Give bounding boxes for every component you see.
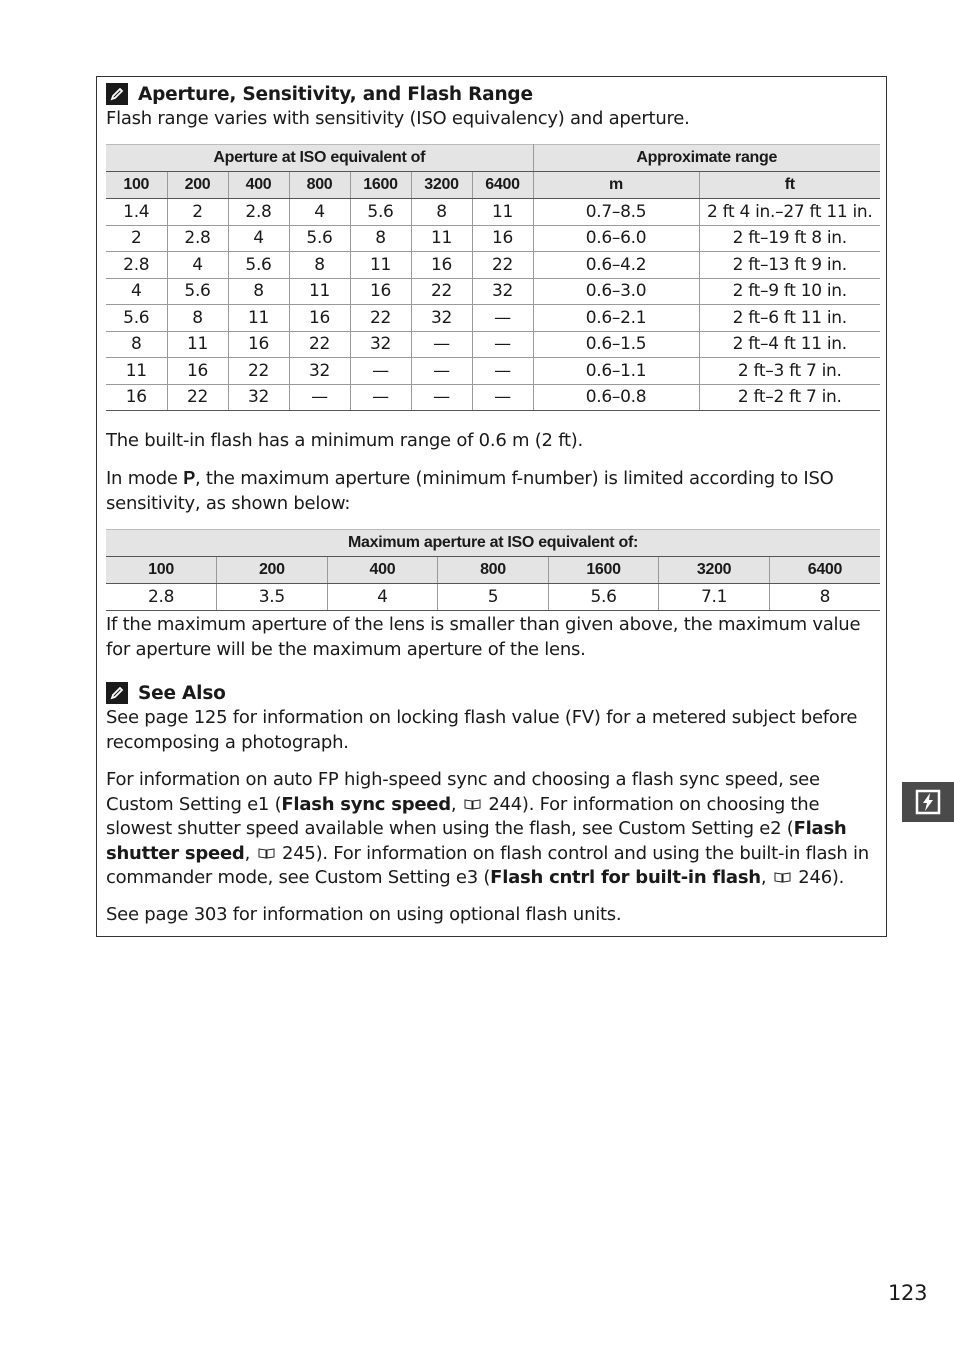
aperture-cell: 5.6 <box>350 199 411 226</box>
max-aperture-table <box>106 529 880 611</box>
table-row <box>106 225 880 252</box>
unit-ft-header: ft <box>699 172 880 199</box>
aperture-cell: 16 <box>167 358 228 385</box>
aperture-cell: 4 <box>228 225 289 252</box>
aperture-cell: 8 <box>289 252 350 279</box>
iso-header: 1600 <box>350 172 411 199</box>
flash-bolt-icon <box>914 788 942 816</box>
note-title: Aperture, Sensitivity, and Flash Range <box>138 83 533 105</box>
iso-header: 800 <box>289 172 350 199</box>
iso-header: 200 <box>167 172 228 199</box>
aperture-cell: — <box>411 358 472 385</box>
aperture-cell: — <box>350 358 411 385</box>
aperture-cell: 32 <box>472 278 533 305</box>
table-row <box>106 358 880 385</box>
aperture-cell: — <box>411 384 472 411</box>
range-ft-cell: 2 ft 4 in.–27 ft 11 in. <box>699 199 880 226</box>
book-reference-icon <box>464 799 481 810</box>
aperture-cell: 32 <box>289 358 350 385</box>
table-row <box>106 584 880 611</box>
page-number: 123 <box>888 1281 928 1305</box>
max-aperture-note: If the maximum aperture of the lens is smaller than given above, the maximum value for aperture will be the maximum aperture of the lens. <box>106 614 861 660</box>
range-m-cell: 0.6–1.1 <box>533 358 699 385</box>
range-ft-cell: 2 ft–13 ft 9 in. <box>699 252 880 279</box>
aperture-cell: 16 <box>289 305 350 332</box>
range-ft-cell: 2 ft–9 ft 10 in. <box>699 278 880 305</box>
aperture-cell: 5.6 <box>106 305 167 332</box>
book-reference-icon <box>258 848 275 859</box>
aperture-cell: 5.6 <box>228 252 289 279</box>
aperture-cell: 22 <box>411 278 472 305</box>
aperture-group-header: Aperture at ISO equivalent of <box>106 145 533 172</box>
mode-p-label: P <box>183 468 195 488</box>
aperture-cell: — <box>472 384 533 411</box>
aperture-cell: 2.8 <box>106 252 167 279</box>
section-tab-flash <box>902 782 954 822</box>
link-flash-shutter-speed: Flash shutter speed <box>106 818 847 864</box>
aperture-cell: 5.6 <box>289 225 350 252</box>
aperture-cell: 16 <box>106 384 167 411</box>
see-also-title: See Also <box>138 682 226 704</box>
note-heading-see-also <box>106 682 226 704</box>
aperture-cell: 8 <box>228 278 289 305</box>
range-ft-cell: 2 ft–2 ft 7 in. <box>699 384 880 411</box>
max-aperture-cell: 4 <box>327 584 438 611</box>
table-row <box>106 278 880 305</box>
range-ft-cell: 2 ft–6 ft 11 in. <box>699 305 880 332</box>
table-row <box>106 331 880 358</box>
aperture-cell: — <box>289 384 350 411</box>
link-flash-cntrl-built-in: Flash cntrl for built-in flash <box>490 867 761 888</box>
aperture-cell: 16 <box>228 331 289 358</box>
pencil-note-icon <box>106 682 128 704</box>
aperture-cell: 2 <box>167 199 228 226</box>
max-aperture-cell: 7.1 <box>659 584 770 611</box>
iso-header: 400 <box>228 172 289 199</box>
aperture-cell: 16 <box>472 225 533 252</box>
aperture-cell: 4 <box>106 278 167 305</box>
range-ft-cell: 2 ft–3 ft 7 in. <box>699 358 880 385</box>
range-m-cell: 0.6–0.8 <box>533 384 699 411</box>
range-m-cell: 0.6–2.1 <box>533 305 699 332</box>
aperture-cell: 22 <box>472 252 533 279</box>
see-also-custom-settings: For information on auto FP high-speed sync and choosing a flash sync speed, see Custom Setting e1 (Flash sync speed, 244). For information on choosing the slowest shutter speed available when using the flash, see Custom Setting e2 (Flash shutter speed, 245). For information on flash control and using the built-in flash in commander mode, see Custom Setting e3 (Flash cntrl for built-in flash, 246). <box>106 769 869 888</box>
iso-header: 3200 <box>659 557 770 584</box>
iso-header: 800 <box>438 557 549 584</box>
aperture-cell: 4 <box>167 252 228 279</box>
max-aperture-cell: 8 <box>769 584 880 611</box>
aperture-cell: 22 <box>350 305 411 332</box>
iso-header: 6400 <box>769 557 880 584</box>
min-range-text: The built-in flash has a minimum range of 0.6 m (2 ft). <box>106 430 584 451</box>
aperture-cell: — <box>472 305 533 332</box>
aperture-cell: 11 <box>350 252 411 279</box>
range-ft-cell: 2 ft–4 ft 11 in. <box>699 331 880 358</box>
flash-range-table <box>106 144 880 411</box>
book-reference-icon <box>774 872 791 883</box>
range-m-cell: 0.6–3.0 <box>533 278 699 305</box>
range-m-cell: 0.6–1.5 <box>533 331 699 358</box>
aperture-cell: 4 <box>289 199 350 226</box>
iso-header: 6400 <box>472 172 533 199</box>
aperture-cell: 32 <box>350 331 411 358</box>
range-m-cell: 0.6–4.2 <box>533 252 699 279</box>
pencil-note-icon <box>106 83 128 105</box>
aperture-cell: 11 <box>289 278 350 305</box>
note-intro: Flash range varies with sensitivity (ISO equivalency) and aperture. <box>106 108 690 129</box>
iso-header: 3200 <box>411 172 472 199</box>
see-also-optional-flash: See page 303 for information on using optional flash units. <box>106 904 622 925</box>
mode-p-text: In mode P, the maximum aperture (minimum f-number) is limited according to ISO sensitivity, as shown below: <box>106 468 834 514</box>
range-m-cell: 0.6–6.0 <box>533 225 699 252</box>
iso-header: 100 <box>106 172 167 199</box>
iso-header: 100 <box>106 557 217 584</box>
max-aperture-cell: 5 <box>438 584 549 611</box>
note-heading-aperture <box>106 83 533 105</box>
range-group-header: Approximate range <box>533 145 880 172</box>
aperture-cell: — <box>472 358 533 385</box>
aperture-cell: 22 <box>167 384 228 411</box>
max-aperture-cell: 5.6 <box>548 584 659 611</box>
aperture-cell: — <box>350 384 411 411</box>
see-also-fv-lock: See page 125 for information on locking flash value (FV) for a metered subject before recomposing a photograph. <box>106 707 858 753</box>
max-aperture-header: Maximum aperture at ISO equivalent of: <box>106 530 880 557</box>
aperture-cell: — <box>472 331 533 358</box>
aperture-cell: 2.8 <box>228 199 289 226</box>
aperture-cell: 32 <box>228 384 289 411</box>
aperture-cell: 2.8 <box>167 225 228 252</box>
aperture-cell: 11 <box>167 331 228 358</box>
iso-header: 200 <box>217 557 328 584</box>
aperture-cell: 16 <box>350 278 411 305</box>
aperture-cell: 2 <box>106 225 167 252</box>
aperture-cell: 22 <box>289 331 350 358</box>
aperture-cell: 11 <box>472 199 533 226</box>
table-row <box>106 199 880 226</box>
aperture-cell: 8 <box>167 305 228 332</box>
table-row <box>106 252 880 279</box>
range-ft-cell: 2 ft–19 ft 8 in. <box>699 225 880 252</box>
link-flash-sync-speed: Flash sync speed <box>281 793 451 815</box>
aperture-cell: 11 <box>411 225 472 252</box>
aperture-cell: 8 <box>106 331 167 358</box>
aperture-cell: 16 <box>411 252 472 279</box>
table-row <box>106 384 880 411</box>
aperture-cell: 8 <box>350 225 411 252</box>
aperture-cell: 1.4 <box>106 199 167 226</box>
iso-header: 1600 <box>548 557 659 584</box>
table-row <box>106 305 880 332</box>
range-m-cell: 0.7–8.5 <box>533 199 699 226</box>
max-aperture-cell: 3.5 <box>217 584 328 611</box>
aperture-cell: 22 <box>228 358 289 385</box>
aperture-cell: 8 <box>411 199 472 226</box>
max-aperture-cell: 2.8 <box>106 584 217 611</box>
aperture-cell: 11 <box>228 305 289 332</box>
unit-m-header: m <box>533 172 699 199</box>
aperture-cell: 11 <box>106 358 167 385</box>
aperture-cell: 5.6 <box>167 278 228 305</box>
aperture-cell: 32 <box>411 305 472 332</box>
aperture-cell: — <box>411 331 472 358</box>
note-box <box>96 76 887 937</box>
iso-header: 400 <box>327 557 438 584</box>
